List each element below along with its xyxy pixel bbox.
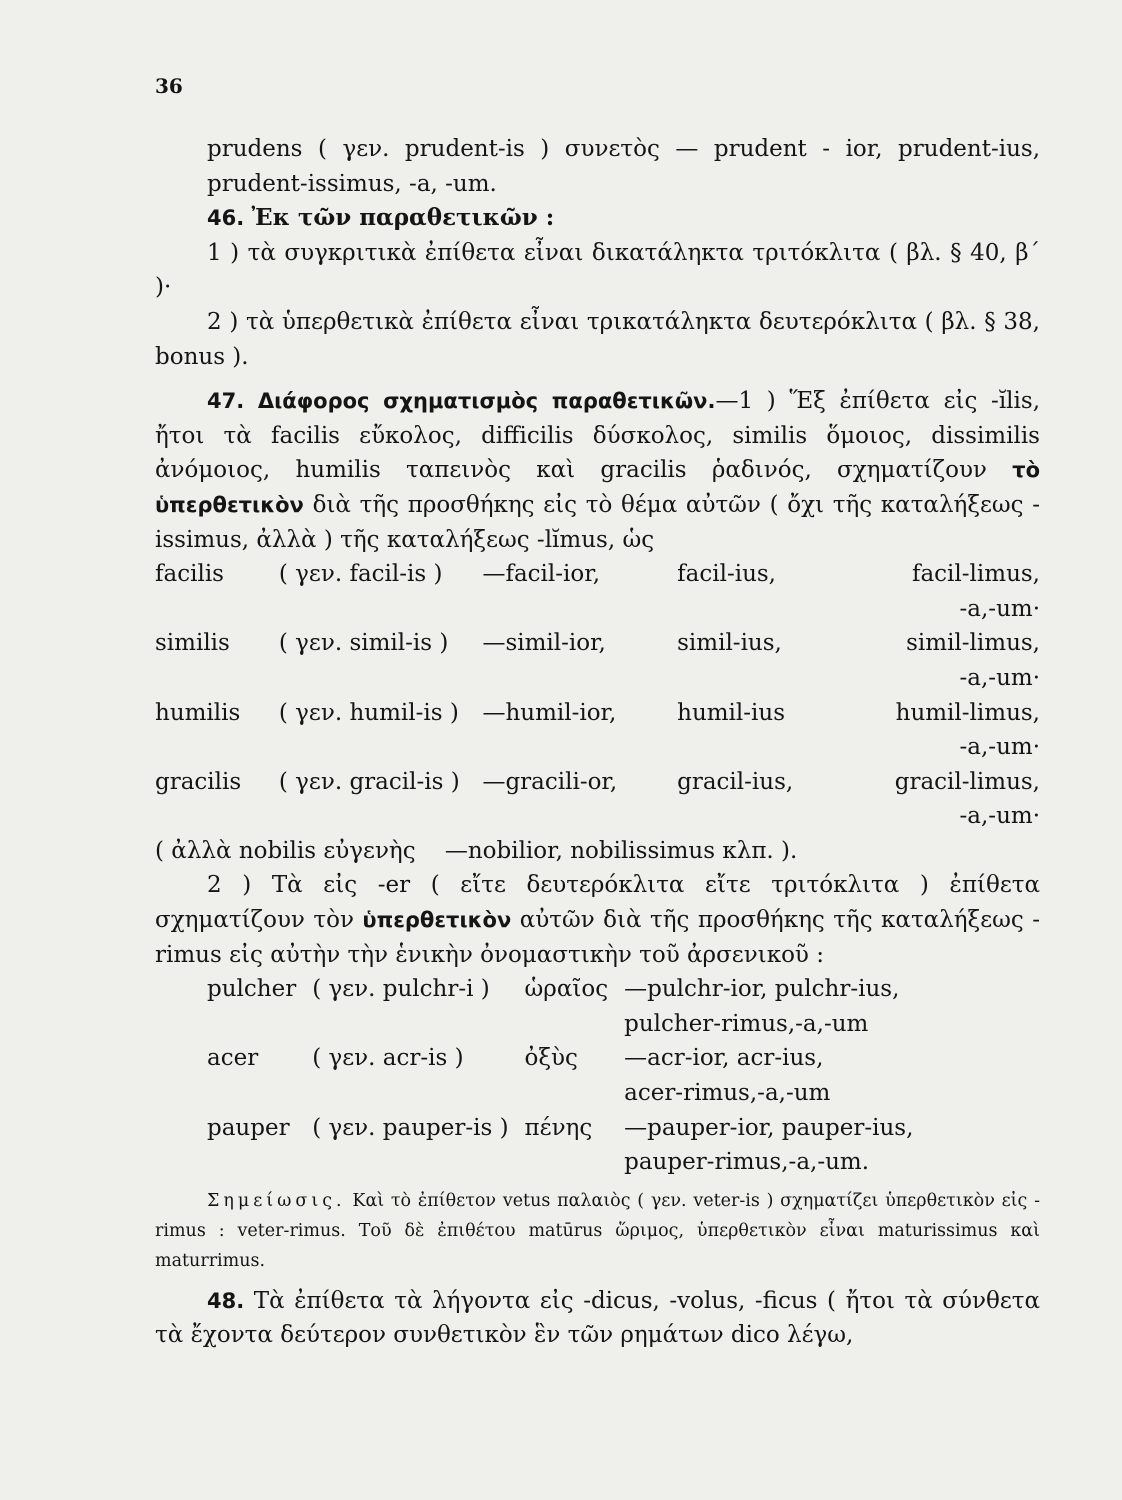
ilis-gen: ( γεν. simil-is ) [278,630,449,657]
ilis-word: humilis [155,699,241,726]
er-row [207,972,929,1007]
er-greek: πένης [524,1114,593,1141]
er-greek: ὀξὺς [524,1045,578,1072]
page-number: 36 [155,74,183,98]
ilis-row-ending [155,730,1040,765]
ilis-row-ending [155,661,1040,696]
er-word: pauper [207,1114,290,1141]
ilis-sup: gracil-limus, [894,768,1040,795]
prudens-latin: prudens [207,136,303,162]
note-label: Σημείωσις. [207,1190,346,1211]
er-forms2: acer-rimus,-a,-um [624,1080,831,1107]
ilis-end: -a,-um· [959,595,1040,622]
prudens-forms: — prudent - ior, prudent-ius, prudent-issimus, -a, -um. [207,136,1041,197]
ilis-adv: gracil-ius, [677,768,794,795]
section-47-text-b: διὰ τῆς προσθήκης εἰς τὸ θέμα αὐτῶν ( ὄχι τῆς καταλήξεως -issimus, ἀλλὰ ) τῆς καταλήξεως -lĭmus, ὡς [155,491,1040,553]
section-47-title: Διάφορος σχηματισμὸς παραθετικῶν. [257,389,716,414]
ilis-gen: ( γεν. facil-is ) [278,561,443,588]
section-47-bold-term: τὸ ὑπερθετικὸν [155,458,1041,517]
er-gen: ( γεν. pauper-is ) [312,1114,509,1141]
section-47-paragraph [155,384,1040,557]
er-word: pulcher [207,976,297,1003]
er-gen: ( γεν. acr-is ) [312,1045,464,1072]
er-forms1: —pauper-ior, pauper-ius, [624,1114,914,1141]
er-row [207,1041,929,1076]
note-text: Καὶ τὸ ἐπίθετον vetus παλαιὸς ( γεν. veter-is ) σχηματίζει ὑπερθετικὸν εἰς -rimus : veter-rimus. Τοῦ δὲ ἐπιθέτου matūrus ὥριμος, ὑπερθετικὸν εἶναι maturissimus καὶ maturrimus. [155,1190,1040,1271]
er-spacer [207,1007,624,1042]
ilis-end: -a,-um· [959,734,1040,761]
item-2-text-a: 2 ) Τὰ εἰς -er ( εἴτε δευτερόκλιτα εἴτε τριτόκλιτα ) ἐπίθετα σχηματίζουν τὸν [155,872,1040,934]
section-46-item-1: 1 ) τὰ συγκριτικὰ ἐπίθετα εἶναι δικατάληκτα τριτόκλιτα ( βλ. § 40, β΄ )· [155,239,1040,301]
er-gen: ( γεν. pulchr-i ) [312,976,490,1003]
section-47-text-a: —1 ) Ἕξ ἐπίθετα εἰς -ĭlis, ἤτοι τὰ facilis εὔκολος, difficilis δύσκολος, similis ὅμοιος, dissimilis ἀνόμοιος, humilis ταπεινὸς καὶ gracilis ῥαδινός, σχηματίζουν [155,388,1041,484]
ilis-adv: simil-ius, [677,630,782,657]
nobilis-line: ( ἀλλὰ nobilis εὐγενὴς —nobilior, nobilissimus κλπ. ). [155,837,798,864]
ilis-adv: facil-ius, [677,561,776,588]
section-47-item-2 [155,868,1040,972]
er-forms2: pauper-rimus,-a,-um. [624,1149,870,1176]
er-row-continuation [207,1007,929,1042]
ilis-row-ending [155,592,1040,627]
ilis-sup: facil-limus, [911,561,1040,588]
section-46-title: Ἐκ τῶν παραθετικῶν : [251,204,555,232]
prudens-gen: ( γεν. prudent-is ) [318,136,550,162]
er-forms2: pulcher-rimus,-a,-um [624,1010,869,1037]
ilis-word: gracilis [155,768,242,795]
er-row-continuation [207,1076,929,1111]
ilis-word: similis [155,630,230,657]
er-greek: ὡραῖος [524,976,609,1003]
ilis-end: -a,-um· [959,803,1040,830]
ilis-forms-table [155,557,1040,834]
ilis-word: facilis [155,561,224,588]
prudens-line [155,132,1040,201]
ilis-row-ending [155,799,1040,834]
er-word: acer [207,1045,259,1072]
page-body [155,132,1040,1353]
ilis-comp: —facil-ior, [482,561,601,588]
er-row-continuation [207,1145,929,1180]
section-46-number: 46. [207,206,245,231]
er-forms1: —acr-ior, acr-ius, [624,1045,824,1072]
er-spacer [207,1145,624,1180]
ilis-gen: ( γεν. gracil-is ) [278,768,460,795]
er-forms-table [207,972,929,1180]
ilis-row [155,696,1040,731]
ilis-comp: —gracili-or, [482,768,618,795]
item-2-text-b: αὐτῶν διὰ τῆς προσθήκης τῆς καταλήξεως -rimus εἰς αὐτὴν τὴν ἑνικὴν ὀνομαστικὴν τοῦ ἀρσενικοῦ : [155,907,1041,968]
section-47-number: 47. [207,389,245,414]
ilis-comp: —simil-ior, [482,630,606,657]
er-row [207,1111,929,1146]
section-48-paragraph [155,1284,1040,1353]
section-46-item-2: 2 ) τὰ ὑπερθετικὰ ἐπίθετα εἶναι τρικατάληκτα δευτερόκλιτα ( βλ. § 38, bonus ). [155,308,1040,370]
ilis-comp: —humil-ior, [482,699,617,726]
ilis-row [155,626,1040,661]
ilis-gen: ( γεν. humil-is ) [278,699,459,726]
er-forms1: —pulchr-ior, pulchr-ius, [624,976,900,1003]
ilis-end: -a,-um· [959,664,1040,691]
section-48-number: 48. [207,1288,245,1313]
ilis-sup: simil-limus, [906,630,1040,657]
ilis-row [155,557,1040,592]
ilis-adv: humil-ius [677,699,786,726]
note-paragraph [155,1186,1040,1276]
ilis-sup: humil-limus, [895,699,1040,726]
section-48-text: Τὰ ἐπίθετα τὰ λήγοντα εἰς -dicus, -volus, -ficus ( ἤτοι τὰ σύνθετα τὰ ἔχοντα δεύτερον συνθετικὸν ἓν τῶν ρημάτων dico λέγω, [155,1287,1040,1349]
ilis-row [155,765,1040,800]
item-2-bold-term: ὑπερθετικὸν [362,908,512,933]
prudens-greek: συνετὸς [564,136,660,162]
section-46-heading [155,201,1040,236]
er-spacer [207,1076,624,1111]
